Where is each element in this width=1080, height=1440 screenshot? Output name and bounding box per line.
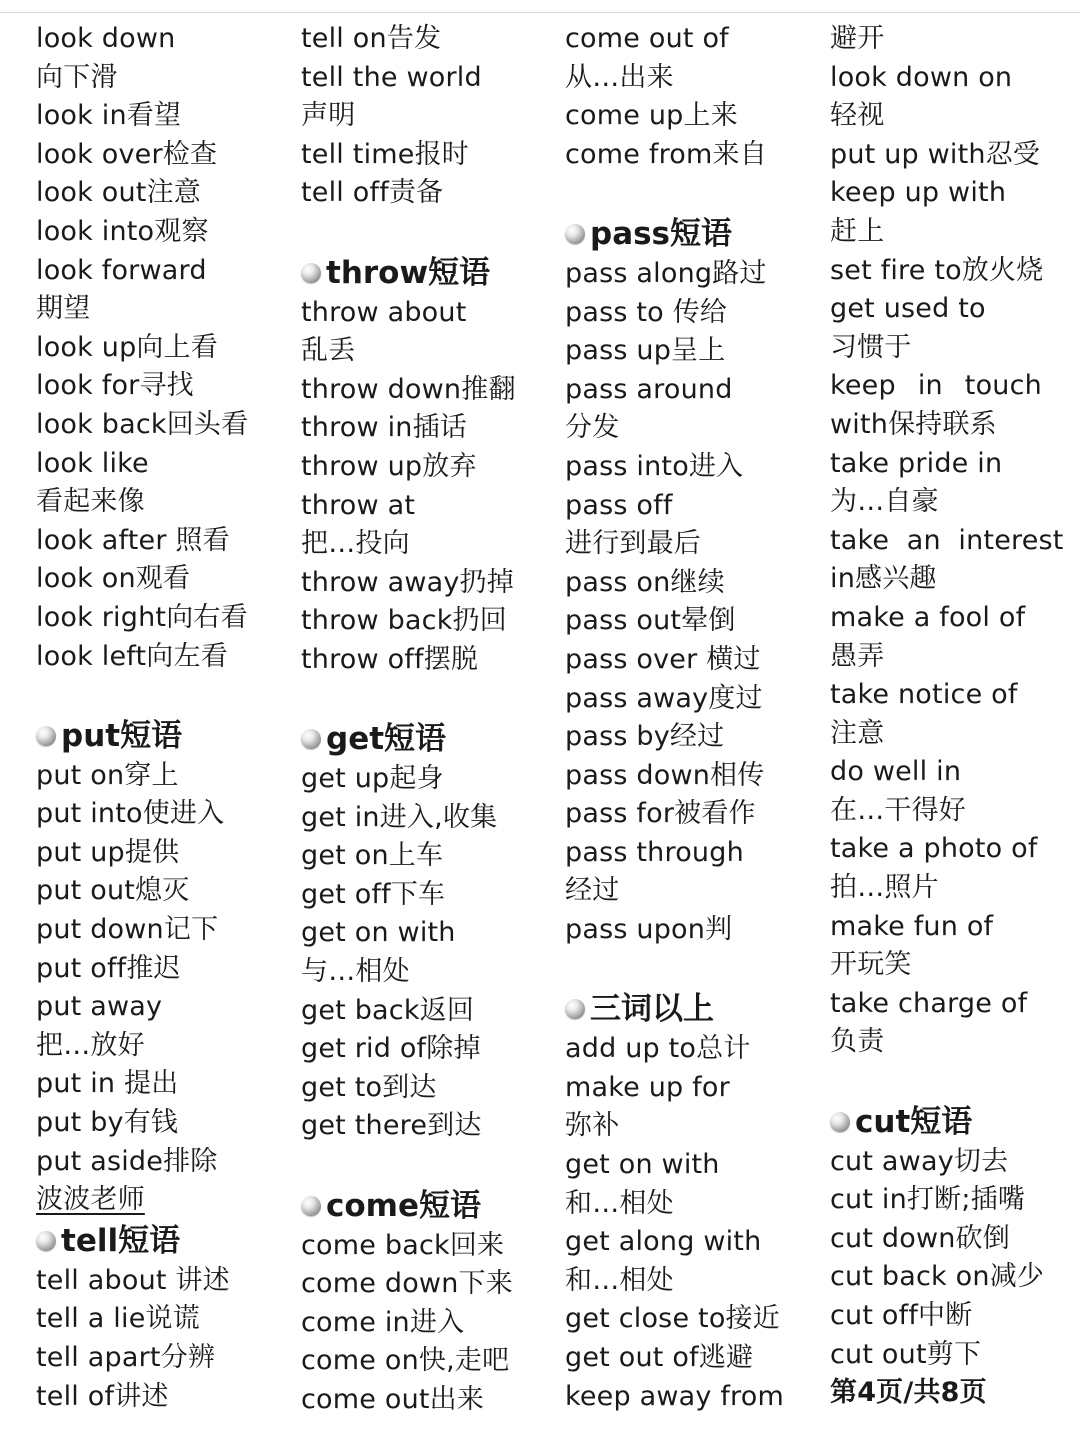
phrase-line: 乱丢 [301,335,356,367]
phrase-line: come up上来 [565,100,738,132]
heading-label: pass短语 [590,215,733,252]
phrase-line: look back回头看 [36,408,249,440]
bullet-icon [36,726,56,746]
phrase-line: put aside排除 [36,1145,218,1177]
phrase-line: look on观看 [36,563,191,595]
phrase-line: keep away from [565,1380,784,1412]
phrase-line: get to到达 [301,1071,437,1103]
phrase-line: 弥补 [565,1110,620,1142]
phrase-line: 负责 [830,1026,885,1058]
phrase-line: get close to接近 [565,1303,780,1335]
bullet-icon [36,1231,56,1251]
phrase-line: cut out剪下 [830,1338,982,1370]
phrase-word: touch [964,370,1042,402]
phrase-line: keep up with [830,177,1007,209]
phrase-line: 与…相处 [301,956,410,988]
phrase-line: come from来自 [565,138,767,170]
phrase-line: throw up放弃 [301,450,477,482]
heading-label: tell短语 [61,1222,181,1259]
phrase-line: 看起来像 [36,486,145,518]
phrase-line: put away [36,991,163,1023]
phrase-line: look down on [830,61,1013,93]
phrase-line: look for寻找 [36,370,194,402]
phrase-line: 期望 [36,293,91,325]
heading-label: cut短语 [855,1103,973,1140]
phrase-line: throw at [301,489,416,521]
phrase-line: pass up呈上 [565,335,726,367]
phrase-line: do well in [830,756,962,788]
phrase-line: put into使进入 [36,798,225,830]
phrase-line: add up to总计 [565,1033,751,1065]
phrase-line: get up起身 [301,763,444,795]
phrase-line: pass along路过 [565,257,767,289]
phrase-line: throw away扔掉 [301,566,514,598]
section-heading-come [301,1185,541,1227]
spacer [830,1062,1070,1101]
phrase-line: take pride in [830,447,1003,479]
phrase-line: look left向左看 [36,640,228,672]
phrase-line: cut away切去 [830,1145,1009,1177]
column-4 [830,20,1070,1413]
phrase-word: in [917,370,943,402]
spacer [301,213,541,252]
phrase-line: put on穿上 [36,759,179,791]
three-word-phrases [565,1030,805,1416]
phrase-line: 开玩笑 [830,949,912,981]
phrase-line: cut off中断 [830,1300,973,1331]
phrase-line: put by有钱 [36,1107,179,1139]
phrase-line: cut down砍倒 [830,1222,1010,1254]
spacer [301,1146,541,1185]
phrase-line: pass on继续 [565,566,725,598]
phrase-line: 向下滑 [36,61,118,93]
section-heading-throw [301,252,541,294]
phrase-line: pass off [565,489,673,521]
phrase-line: come down下来 [301,1268,513,1300]
section-heading-get [301,718,541,760]
phrase-line: pass away度过 [565,682,763,714]
phrase-line: come back回来 [301,1229,505,1261]
phrase-line: 经过 [565,875,620,907]
bullet-icon [301,1196,321,1216]
phrase-line: get on with [565,1149,720,1181]
phrase-line: cut back on减少 [830,1261,1045,1293]
phrase-line: look over检查 [36,138,218,170]
phrase-line: look down [36,23,176,54]
put-phrases [36,757,268,1182]
heading-label: put短语 [61,717,183,754]
phrase-line: look out注意 [36,177,201,209]
phrase-line: 从…出来 [565,61,674,93]
phrase-line: put off推迟 [36,952,181,984]
phrase-line: make a fool of [830,601,1026,633]
phrase-line: 避开 [830,23,885,54]
phrase-line: look into观察 [36,215,209,247]
heading-label: come短语 [326,1187,481,1224]
phrase-line: 习惯于 [830,331,912,363]
phrase-line: put down记下 [36,914,219,946]
phrase-line: make up for [565,1071,730,1103]
phrase-line: take a photo of [830,833,1038,865]
phrase-line: come in进入 [301,1306,465,1338]
come-phrases-continued [565,20,805,174]
spacer [565,174,805,213]
phrase-line: pass for被看作 [565,798,756,830]
phrase-line: pass down相传 [565,759,765,791]
phrase-line: get rid of除掉 [301,1033,481,1065]
phrase-line: throw back扔回 [301,605,507,637]
phrase-line: get on with [301,917,456,949]
phrase-line: look up向上看 [36,331,219,363]
spacer [36,676,268,715]
teacher-credit: 波波老师 [36,1184,145,1216]
phrase-line: in感兴趣 [830,563,937,595]
spacer [565,950,805,989]
phrase-line: tell the world [301,61,482,93]
section-heading-three-words [565,988,805,1030]
phrase-line: throw about [301,296,467,328]
phrase-line: 和…相处 [565,1264,674,1296]
phrase-line: 拍…照片 [830,872,939,904]
phrase-line: throw in插话 [301,412,468,444]
phrase-line: put out熄灭 [36,875,190,907]
phrase-line: get in进入,收集 [301,801,498,833]
phrase-line: come out of [565,23,729,54]
phrase-line: tell of讲述 [36,1380,169,1412]
phrase-line: look forward [36,254,207,286]
phrase-line: look right向右看 [36,601,248,633]
phrase-line: take an interest [830,524,1064,556]
phrase-line: put up提供 [36,836,180,868]
phrase-line: cut in打断;插嘴 [830,1184,1026,1216]
phrase-line: tell a lie说谎 [36,1303,200,1335]
phrase-line: 注意 [830,717,885,749]
section-heading-put [36,715,268,757]
phrase-line: take charge of [830,987,1028,1019]
phrase-line: tell about 讲述 [36,1264,230,1296]
get-phrases [301,760,541,1146]
look-phrases [36,20,268,676]
phrase-line: pass to 传给 [565,296,728,328]
bullet-icon [830,1112,850,1132]
phrase-line: pass over 横过 [565,643,761,675]
phrase-line: throw off摆脱 [301,643,479,675]
phrase-line: 和…相处 [565,1187,674,1219]
phrase-line [830,367,1042,406]
phrase-line: 愚弄 [830,640,885,672]
phrase-line: 分发 [565,412,620,444]
section-heading-pass [565,213,805,255]
phrase-line: tell apart分辨 [36,1342,216,1373]
phrase-line: 轻视 [830,100,885,132]
phrase-line: get on上车 [301,840,444,872]
heading-label: throw短语 [326,254,491,291]
phrase-line: tell off责备 [301,177,444,209]
phrase-line: look in看望 [36,100,182,132]
phrase-line: 在…干得好 [830,794,966,826]
top-divider [0,12,1080,13]
phrase-line: pass upon判 [565,914,733,946]
phrase-line: get there到达 [301,1110,482,1142]
phrase-line: 把…投向 [301,528,410,560]
phrase-line: come on快,走吧 [301,1345,510,1377]
section-heading-cut [830,1101,1070,1143]
bullet-icon [301,729,321,749]
three-word-phrases-continued [830,20,1070,1062]
bullet-icon [301,263,321,283]
section-heading-tell [36,1220,268,1262]
phrase-line: get out of逃避 [565,1342,754,1373]
phrase-line: get used to [830,293,986,325]
phrase-line: 进行到最后 [565,528,701,560]
phrase-line: throw down推翻 [301,373,516,405]
tell-phrases-continued [301,20,541,213]
phrase-line: pass into进入 [565,450,744,482]
phrase-line: pass around [565,373,733,405]
phrase-line: pass through [565,836,744,868]
bullet-icon [565,999,585,1019]
cut-phrases [830,1143,1070,1375]
phrase-line: put up with忍受 [830,138,1041,170]
phrase-line: tell on告发 [301,23,442,54]
phrase-line: 声明 [301,100,356,132]
phrase-line: 为…自豪 [830,486,939,518]
come-phrases [301,1227,541,1420]
phrase-line: take notice of [830,679,1018,711]
phrase-line: pass by经过 [565,721,725,753]
page-number: 第4页/共8页 [830,1377,987,1409]
phrase-line: tell time报时 [301,138,469,170]
phrase-line: make fun of [830,910,994,942]
phrase-line: look like [36,447,149,479]
phrase-line: set fire to放火烧 [830,254,1044,286]
column-2 [301,20,541,1420]
bullet-icon [565,224,585,244]
column-1 [36,20,268,1416]
column-3 [565,20,805,1416]
phrase-line: pass out晕倒 [565,605,736,637]
phrase-line: get along with [565,1226,762,1258]
phrase-line: come out出来 [301,1384,485,1415]
phrase-line: put in 提出 [36,1068,179,1100]
phrase-word: keep [830,370,896,402]
phrase-line: get back返回 [301,994,475,1026]
phrase-line: with保持联系 [830,408,997,440]
phrase-line: get off下车 [301,878,446,910]
heading-label: 三词以上 [590,991,714,1028]
pass-phrases [565,255,805,950]
throw-phrases [301,294,541,680]
phrase-line: look after 照看 [36,524,230,556]
spacer [301,680,541,719]
phrase-line: 把…放好 [36,1029,145,1061]
phrase-line: 赶上 [830,215,885,247]
heading-label: get短语 [326,721,447,758]
tell-phrases [36,1262,268,1416]
